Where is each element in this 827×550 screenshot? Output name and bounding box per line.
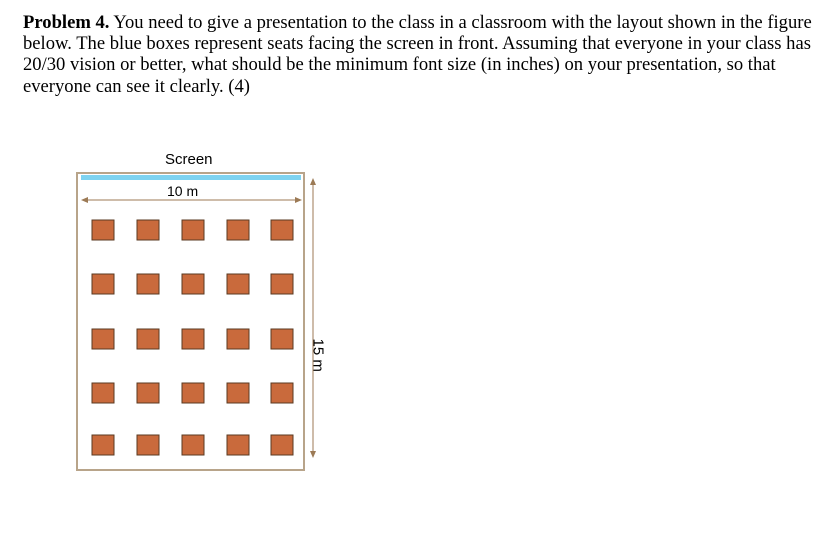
seat	[271, 220, 293, 240]
seat	[227, 329, 249, 349]
seat	[271, 435, 293, 455]
seat	[137, 274, 159, 294]
seat	[92, 435, 114, 455]
room-outline	[77, 173, 304, 470]
depth-label: 15 m	[309, 338, 327, 372]
width-dimension-arrow	[81, 197, 302, 203]
seat	[92, 383, 114, 403]
seat	[227, 220, 249, 240]
seat	[137, 329, 159, 349]
seat	[271, 383, 293, 403]
seat-grid	[92, 220, 293, 455]
problem-label: Problem 4.	[23, 12, 110, 33]
seat	[227, 435, 249, 455]
seat	[137, 383, 159, 403]
width-label: 10 m	[167, 183, 199, 199]
depth-dimension-arrow	[310, 178, 316, 458]
seat	[271, 329, 293, 349]
screen-bar	[81, 175, 301, 180]
screen-label: Screen	[165, 151, 213, 168]
seat	[92, 220, 114, 240]
seat	[182, 329, 204, 349]
seat	[137, 435, 159, 455]
seat	[92, 274, 114, 294]
seat	[182, 274, 204, 294]
seat	[227, 274, 249, 294]
seat	[182, 220, 204, 240]
problem-statement	[23, 12, 813, 97]
seat	[182, 435, 204, 455]
seat	[137, 220, 159, 240]
seat	[227, 383, 249, 403]
seat	[271, 274, 293, 294]
problem-body: You need to give a presentation to the class in a classroom with the layout shown in the figure below. The blue boxes represent seats facing the screen in front. Assuming that everyone in your class has 20/30 vision or better, what should be the minimum font size (in inches) on your presentation, so that everyone can see it clearly. (4)	[23, 12, 812, 97]
seat	[182, 383, 204, 403]
seat	[92, 329, 114, 349]
